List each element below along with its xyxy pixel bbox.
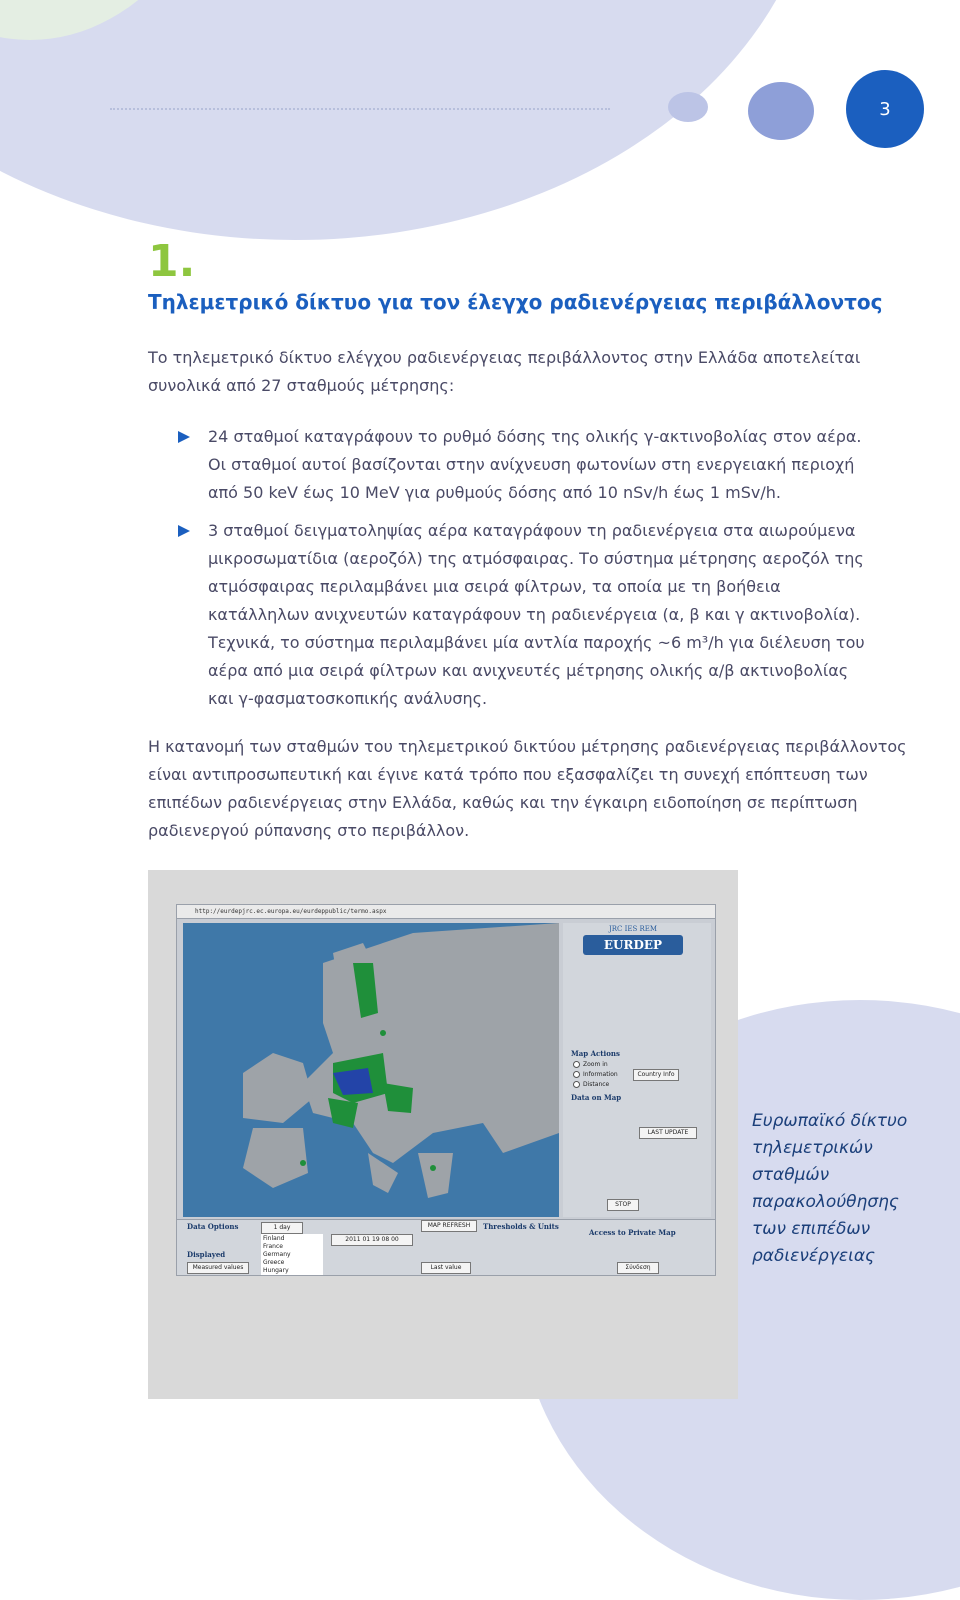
address-bar: http://eurdepjrc.ec.europa.eu/eurdeppublic/termo.aspx — [177, 905, 715, 919]
country-list-item[interactable]: France — [261, 1242, 323, 1251]
map-actions-heading: Map Actions — [571, 1049, 620, 1058]
options-bottom-panel — [177, 1219, 715, 1276]
thresholds-heading: Thresholds & Units — [483, 1222, 559, 1231]
last-value-select[interactable]: Last value — [421, 1262, 471, 1274]
page-number: 3 — [846, 70, 924, 148]
map-refresh-button[interactable]: MAP REFRESH — [421, 1220, 477, 1232]
country-list-item[interactable]: Finland — [261, 1234, 323, 1243]
country-list-item[interactable]: Germany — [261, 1250, 323, 1259]
date-field[interactable]: 2011 01 19 08 00 — [331, 1234, 413, 1246]
arrow-bullet-icon — [178, 525, 190, 537]
europe-map-graphic — [183, 923, 559, 1217]
arrow-bullet-icon — [178, 431, 190, 443]
time-select[interactable]: 1 day — [261, 1222, 303, 1234]
body-paragraph: Η κατανομή των σταθμών του τηλεμετρικού δικτύου μέτρησης ραδιενέργειας περιβάλλοντος είναι αντιπροσωπευτική και έγινε κατά τρόπο που εξασφαλίζει τη συνεχή επόπτευση των επιπέδων ραδιενέργειας στην Ελλάδα, καθώς και την έγκαιρη ειδοποίηση σε περίπτωση ραδιενεργού ρύπανσης στο περιβάλλον. — [148, 737, 907, 840]
decorative-dot-medium — [668, 92, 708, 122]
bullet-text: 3 σταθμοί δειγματοληψίας αέρα καταγράφουν τη ραδιενέργεια στα αιωρούμενα μικροσωματίδια (αεροζόλ) της ατμόσφαιρας. Το σύστημα μέτρησης αεροζόλ της ατμόσφαιρας περιλαμβάνει μια σειρά φίλτρων, τα οποία με τη βοήθεια κατάλληλων ανιχνευτών καταγράφουν τη ραδιενέργεια (α, β και γ ακτινοβολία). Τεχνικά, το σύστημα περιλαμβάνει μία αντλία παροχής ~6 m³/h για διέλευση του αέρα από μια σειρά φίλτρων και ανιχνευτές μέτρησης ολικής α/β ακτινοβολίας και γ-φασματοσκοπικής ανάλυσης. — [208, 521, 865, 708]
country-info-button[interactable]: Country Info — [633, 1069, 679, 1081]
private-map-heading: Access to Private Map — [589, 1228, 676, 1237]
bullet-text: 24 σταθμοί καταγράφουν το ρυθμό δόσης της ολικής γ-ακτινοβολίας στον αέρα. Οι σταθμοί αυτοί βασίζονται στην ανίχνευση φωτονίων στη ενεργειακή περιοχή από 50 keV έως 10 MeV για ρυθμούς δόσης από 10 nSv/h έως 1 mSv/h. — [208, 427, 862, 502]
figure-caption: Ευρωπαϊκό δίκτυο τηλεμετρικών σταθμών παρακολούθησης των επιπέδων ραδιενέργειας — [752, 1111, 908, 1266]
jrc-label: JRC IES REM — [608, 925, 658, 933]
map-side-panel — [563, 923, 711, 1217]
map-action-radio[interactable]: Zoom in — [573, 1061, 608, 1068]
europe-map — [183, 923, 559, 1217]
bullet-item — [178, 517, 878, 713]
data-options-heading: Data Options — [187, 1222, 239, 1231]
eurdep-screenshot — [176, 904, 716, 1276]
chapter-number: 1. — [148, 236, 196, 287]
displayed-heading: Displayed — [187, 1250, 226, 1259]
eurdep-logo: EURDEP — [583, 935, 683, 955]
decorative-dot-small — [620, 98, 648, 118]
last-update-button[interactable]: LAST UPDATE — [639, 1127, 697, 1139]
decorative-dot-large — [748, 82, 814, 140]
sign-in-button[interactable]: Σύνδεση — [617, 1262, 659, 1274]
map-action-radio[interactable]: Distance — [573, 1081, 609, 1088]
chapter-title: Τηλεμετρικό δίκτυο για τον έλεγχο ραδιενέργειας περιβάλλοντος — [148, 290, 883, 314]
country-list-item[interactable]: Greece — [261, 1258, 323, 1267]
header-dotted-line — [110, 108, 610, 110]
stop-button[interactable]: STOP — [607, 1199, 639, 1211]
data-on-map-heading: Data on Map — [571, 1093, 622, 1102]
country-list-item[interactable]: Hungary — [261, 1266, 323, 1275]
intro-paragraph: Το τηλεμετρικό δίκτυο ελέγχου ραδιενέργειας περιβάλλοντος στην Ελλάδα αποτελείται συνολικά από 27 σταθμούς μέτρησης: — [148, 348, 861, 395]
bullet-item — [178, 423, 878, 507]
measured-values-select[interactable]: Measured values — [187, 1262, 249, 1274]
map-action-radio[interactable]: Information — [573, 1071, 618, 1078]
